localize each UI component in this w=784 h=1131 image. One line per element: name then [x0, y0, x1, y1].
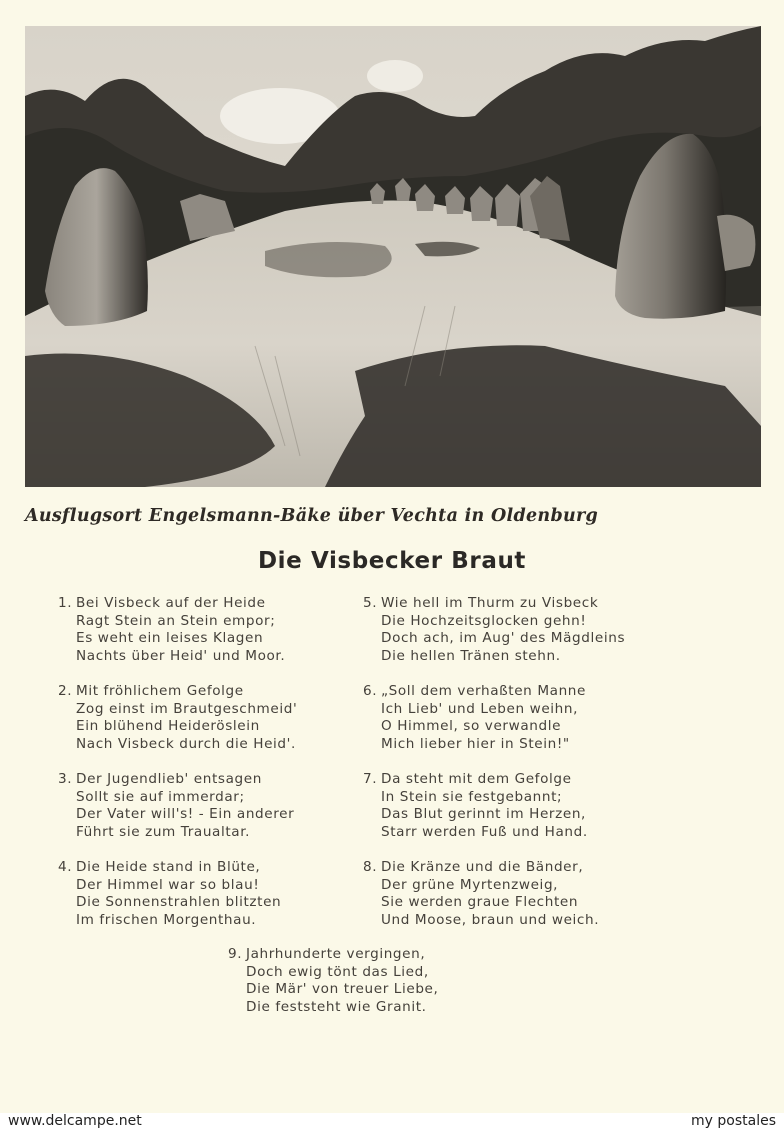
verse-line: Ragt Stein an Stein empor; [76, 612, 276, 629]
verse-9 [228, 946, 438, 1016]
verse-line: Die feststeht wie Granit. [246, 998, 427, 1015]
verse-line: In Stein sie festgebannt; [381, 788, 563, 805]
verse-line: Die Hochzeitsglocken gehn! [381, 612, 587, 629]
verse-line: Zog einst im Brautgeschmeid' [76, 700, 298, 717]
photo-illustration [25, 26, 761, 487]
verse-4 [58, 859, 281, 929]
verse-line: Sie werden graue Flechten [381, 894, 579, 910]
verse-line: Das Blut gerinnt im Herzen, [381, 806, 586, 822]
verse-2 [58, 683, 297, 753]
verse-number: 1. [58, 595, 73, 611]
verse-line: Mit fröhlichem Gefolge [76, 683, 244, 699]
verse-number: 4. [58, 859, 73, 875]
verse-number: 7. [363, 771, 378, 787]
verse-line: Mich lieber hier in Stein!" [381, 735, 570, 752]
postcard-subtitle: Ausflugsort Engelsmann-Bäke über Vechta in Oldenburg [25, 506, 599, 526]
verse-5 [363, 595, 625, 665]
verse-3 [58, 771, 294, 841]
verse-line: Da steht mit dem Gefolge [381, 771, 572, 787]
verse-line: Nachts über Heid' und Moor. [76, 647, 286, 664]
verse-number: 2. [58, 683, 73, 699]
verse-line: Und Moose, braun und weich. [381, 911, 600, 928]
verse-line: Es weht ein leises Klagen [76, 630, 264, 646]
verse-line: Nach Visbeck durch die Heid'. [76, 735, 296, 752]
verse-1 [58, 595, 285, 665]
stone-avenue-photo [25, 26, 761, 487]
poem-title: Die Visbecker Braut [257, 548, 527, 574]
verse-number: 8. [363, 859, 378, 875]
mypostales-label: my postales [691, 1113, 776, 1129]
verse-line: Bei Visbeck auf der Heide [76, 595, 266, 611]
verse-line: Doch ewig tönt das Lied, [246, 963, 429, 980]
verse-line: „Soll dem verhaßten Manne [381, 683, 586, 699]
delcampe-link[interactable]: www.delcampe.net [8, 1113, 142, 1129]
verse-line: Wie hell im Thurm zu Visbeck [381, 595, 599, 611]
verse-line: Sollt sie auf immerdar; [76, 788, 245, 805]
verse-number: 3. [58, 771, 73, 787]
verse-number: 9. [228, 946, 243, 962]
verse-line: Doch ach, im Aug' des Mägdleins [381, 630, 626, 646]
verse-line: Jahrhunderte vergingen, [246, 946, 426, 962]
verse-6 [363, 683, 586, 753]
verse-line: O Himmel, so verwandle [381, 718, 562, 734]
verse-number: 6. [363, 683, 378, 699]
verse-line: Führt sie zum Traualtar. [76, 823, 251, 840]
verse-line: Der grüne Myrtenzweig, [381, 876, 559, 893]
watermark-footer [0, 1113, 784, 1131]
verse-7 [363, 771, 588, 841]
verse-line: Die Mär' von treuer Liebe, [246, 981, 439, 997]
verse-line: Die Sonnenstrahlen blitzten [76, 894, 282, 910]
verse-line: Ein blühend Heideröslein [76, 718, 260, 734]
verse-number: 5. [363, 595, 378, 611]
verse-8 [363, 859, 599, 929]
verse-line: Der Vater will's! - Ein anderer [76, 806, 295, 822]
verse-line: Starr werden Fuß und Hand. [381, 823, 588, 840]
verse-line: Im frischen Morgenthau. [76, 911, 257, 928]
verse-line: Die hellen Tränen stehn. [381, 647, 561, 664]
verse-line: Ich Lieb' und Leben weihn, [381, 700, 579, 717]
verse-line: Die Kränze und die Bänder, [381, 859, 584, 875]
verse-line: Der Himmel war so blau! [76, 876, 260, 893]
verse-line: Der Jugendlieb' entsagen [76, 771, 262, 787]
verse-line: Die Heide stand in Blüte, [76, 859, 261, 875]
